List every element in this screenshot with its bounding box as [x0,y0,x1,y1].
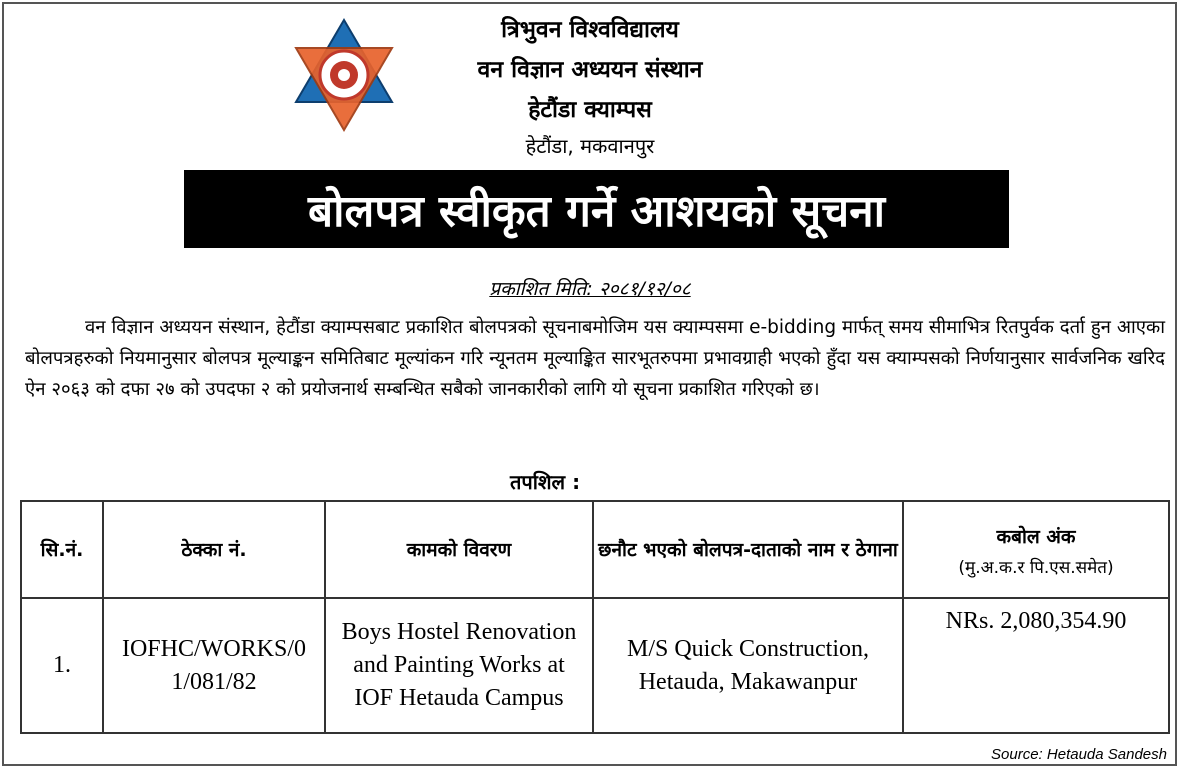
header-sn: सि.नं. [21,501,103,598]
cell-work-description: Boys Hostel Renovation and Painting Works at IOF Hetauda Campus [325,598,593,733]
header-bidder: छनौट भएको बोलपत्र-दाताको नाम र ठेगाना [593,501,903,598]
institute-name: वन विज्ञान अध्ययन संस्थान [477,57,703,83]
details-table [20,500,1170,734]
header-work-description: कामको विवरण [325,501,593,598]
source-credit: Source: Hetauda Sandesh [991,746,1167,763]
cell-contract-no: IOFHC/WORKS/01/081/82 [103,598,325,733]
notice-body: वन विज्ञान अध्ययन संस्थान, हेटौंडा क्याम्पसबाट प्रकाशित बोलपत्रको सूचनाबमोजिम यस क्याम्पसमा e-bidding मार्फत् समय सीमाभित्र रितपुर्वक दर्ता हुन आएका बोलपत्रहरुको नियमानुसार बोलपत्र मूल्याङ्कन समितिबाट मूल्यांकन गरि न्यूनतम मूल्याङ्कित सारभूतरुपमा प्रभावग्राही भएको हुँदा यस क्याम्पसको निर्णयानुसार सार्वजनिक खरिद ऐन २०६३ को दफा २७ को उपदफा २ को प्रयोजनार्थ सम्बन्धित सबैको जानकारीको लागि यो सूचना प्रकाशित गरिएको छ। [25,317,1165,400]
header-contract-no: ठेक्का नं. [103,501,325,598]
cell-sn: 1. [21,598,103,733]
header-amount: कबोल अंक [996,525,1076,548]
notice-title-banner [184,170,1009,248]
cell-bidder: M/S Quick Construction, Hetauda, Makawanpur [593,598,903,733]
university-name: त्रिभुवन विश्वविद्यालय [501,17,679,43]
table-header-row [21,501,1169,598]
cell-amount: NRs. 2,080,354.90 [903,598,1169,733]
published-date: प्रकाशित मिति: २०८१/१२/०८ [489,278,691,300]
header-amount-cell [903,501,1169,598]
campus-name: हेटौंडा क्याम्पस [528,97,652,123]
details-heading: तपशिल : [510,470,581,494]
header-amount-note: (मु.अ.क.र पि.एस.समेत) [958,557,1114,578]
campus-address: हेटौंडा, मकवानपुर [525,134,655,158]
notice-title: बोलपत्र स्वीकृत गर्ने आशयको सूचना [307,186,886,237]
table-row [21,598,1169,733]
